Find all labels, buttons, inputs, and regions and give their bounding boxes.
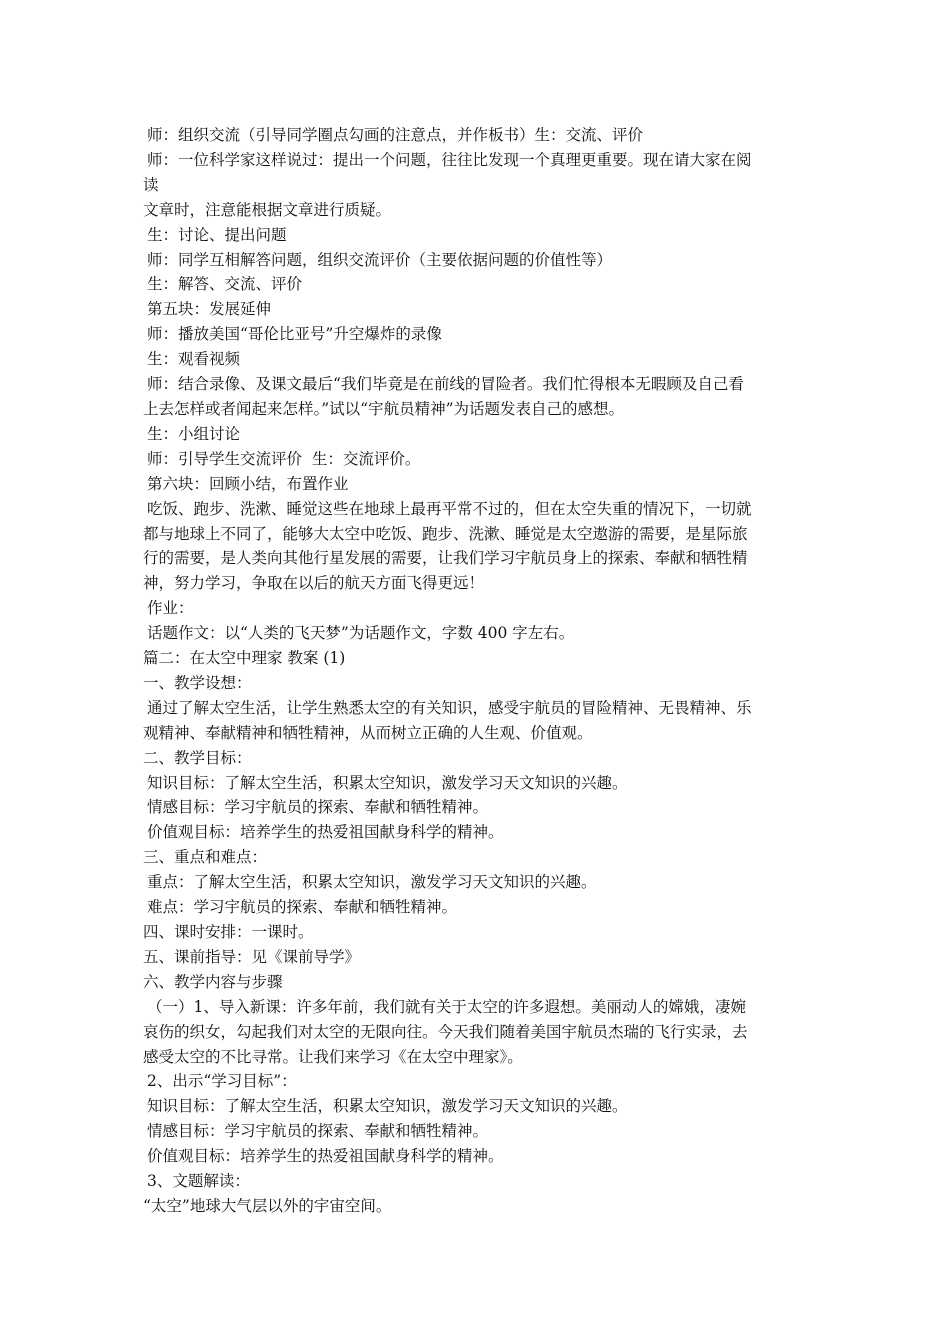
text-line: 难点：学习宇航员的探索、奉献和牺牲精神。 — [147, 898, 458, 917]
text-line: 读 — [143, 175, 159, 194]
text-line: 第六块：回顾小结，布置作业 — [147, 474, 349, 493]
text-line: 师：播放美国“哥伦比亚号”升空爆炸的录像 — [147, 325, 442, 344]
text-line: “太空”地球大气层以外的宇宙空间。 — [143, 1196, 392, 1215]
text-line: 一、教学设想： — [143, 673, 252, 692]
text-line: 哀伤的织女，勾起我们对太空的无限向往。今天我们随着美国宇航员杰瑞的飞行实录，去 — [143, 1022, 748, 1041]
text-line: 2、出示“学习目标”： — [147, 1072, 297, 1091]
text-line: 知识目标：了解太空生活，积累太空知识，激发学习天文知识的兴趣。 — [147, 1097, 628, 1116]
text-line: 第五块：发展延伸 — [147, 300, 272, 319]
text-line: 生：观看视频 — [147, 350, 241, 369]
text-line: 文章时，注意能根据文章进行质疑。 — [143, 200, 392, 219]
text-line: 价值观目标：培养学生的热爱祖国献身科学的精神。 — [147, 1147, 504, 1166]
text-line: 都与地球上不同了，能够大太空中吃饭、跑步、洗漱、睡觉是太空遨游的需要，是星际旅 — [143, 524, 748, 543]
text-line: 五、课前指导：见《课前导学》 — [143, 947, 361, 966]
text-line: 神，努力学习，争取在以后的航天方面飞得更远！ — [143, 574, 485, 593]
text-line: 六、教学内容与步骤 — [143, 972, 283, 991]
text-line: 3、文题解读： — [147, 1172, 250, 1191]
text-line: 通过了解太空生活，让学生熟悉太空的有关知识，感受宇航员的冒险精神、无畏精神、乐 — [147, 698, 752, 717]
text-line: 作业： — [147, 599, 194, 618]
text-line: 重点：了解太空生活，积累太空知识，激发学习天文知识的兴趣。 — [147, 873, 597, 892]
text-line: 行的需要，是人类向其他行星发展的需要，让我们学习宇航员身上的探索、奉献和牺牲精 — [143, 549, 748, 568]
text-line: 上去怎样或者闻起来怎样。”试以“宇航员精神”为话题发表自己的感想。 — [143, 399, 625, 418]
text-line: 生：讨论、提出问题 — [147, 225, 287, 244]
text-line: 师：一位科学家这样说过：提出一个问题，往往比发现一个真理更重要。现在请大家在阅 — [147, 150, 752, 169]
text-line: （一）1、导入新课：许多年前，我们就有关于太空的许多遐想。美丽动人的嫦娥，凄婉 — [147, 997, 746, 1016]
text-line: 师：引导学生交流评价 生：交流评价。 — [147, 449, 421, 468]
text-line: 情感目标：学习宇航员的探索、奉献和牺牲精神。 — [147, 1122, 489, 1141]
text-line: 情感目标：学习宇航员的探索、奉献和牺牲精神。 — [147, 798, 489, 817]
document-page — [143, 123, 815, 1219]
text-line: 价值观目标：培养学生的热爱祖国献身科学的精神。 — [147, 823, 504, 842]
text-line: 师：同学互相解答问题，组织交流评价（主要依据问题的价值性等） — [147, 250, 613, 269]
text-line: 吃饭、跑步、洗漱、睡觉这些在地球上最再平常不过的，但在太空失重的情况下，一切就 — [147, 499, 752, 518]
text-line: 观精神、奉献精神和牺牲精神，从而树立正确的人生观、价值观。 — [143, 723, 593, 742]
text-line: 师：结合录像、及课文最后“我们毕竟是在前线的冒险者。我们忙得根本无暇顾及自己看 — [147, 375, 744, 394]
text-line: 话题作文：以“人类的飞天梦”为话题作文，字数 400 字左右。 — [147, 624, 575, 643]
text-line: 三、重点和难点： — [143, 848, 268, 867]
text-line: 生：小组讨论 — [147, 424, 241, 443]
text-line: 四、课时安排：一课时。 — [143, 923, 314, 941]
text-line: 篇二：在太空中理家 教案 (1) — [143, 649, 346, 668]
text-line: 知识目标：了解太空生活，积累太空知识，激发学习天文知识的兴趣。 — [147, 773, 628, 792]
text-line: 二、教学目标： — [143, 748, 252, 767]
text-line: 感受太空的不比寻常。让我们来学习《在太空中理家》。 — [143, 1047, 523, 1066]
text-line: 师：组织交流（引导同学圈点勾画的注意点，并作板书）生：交流、评价 — [147, 126, 644, 144]
text-line: 生：解答、交流、评价 — [147, 275, 303, 294]
